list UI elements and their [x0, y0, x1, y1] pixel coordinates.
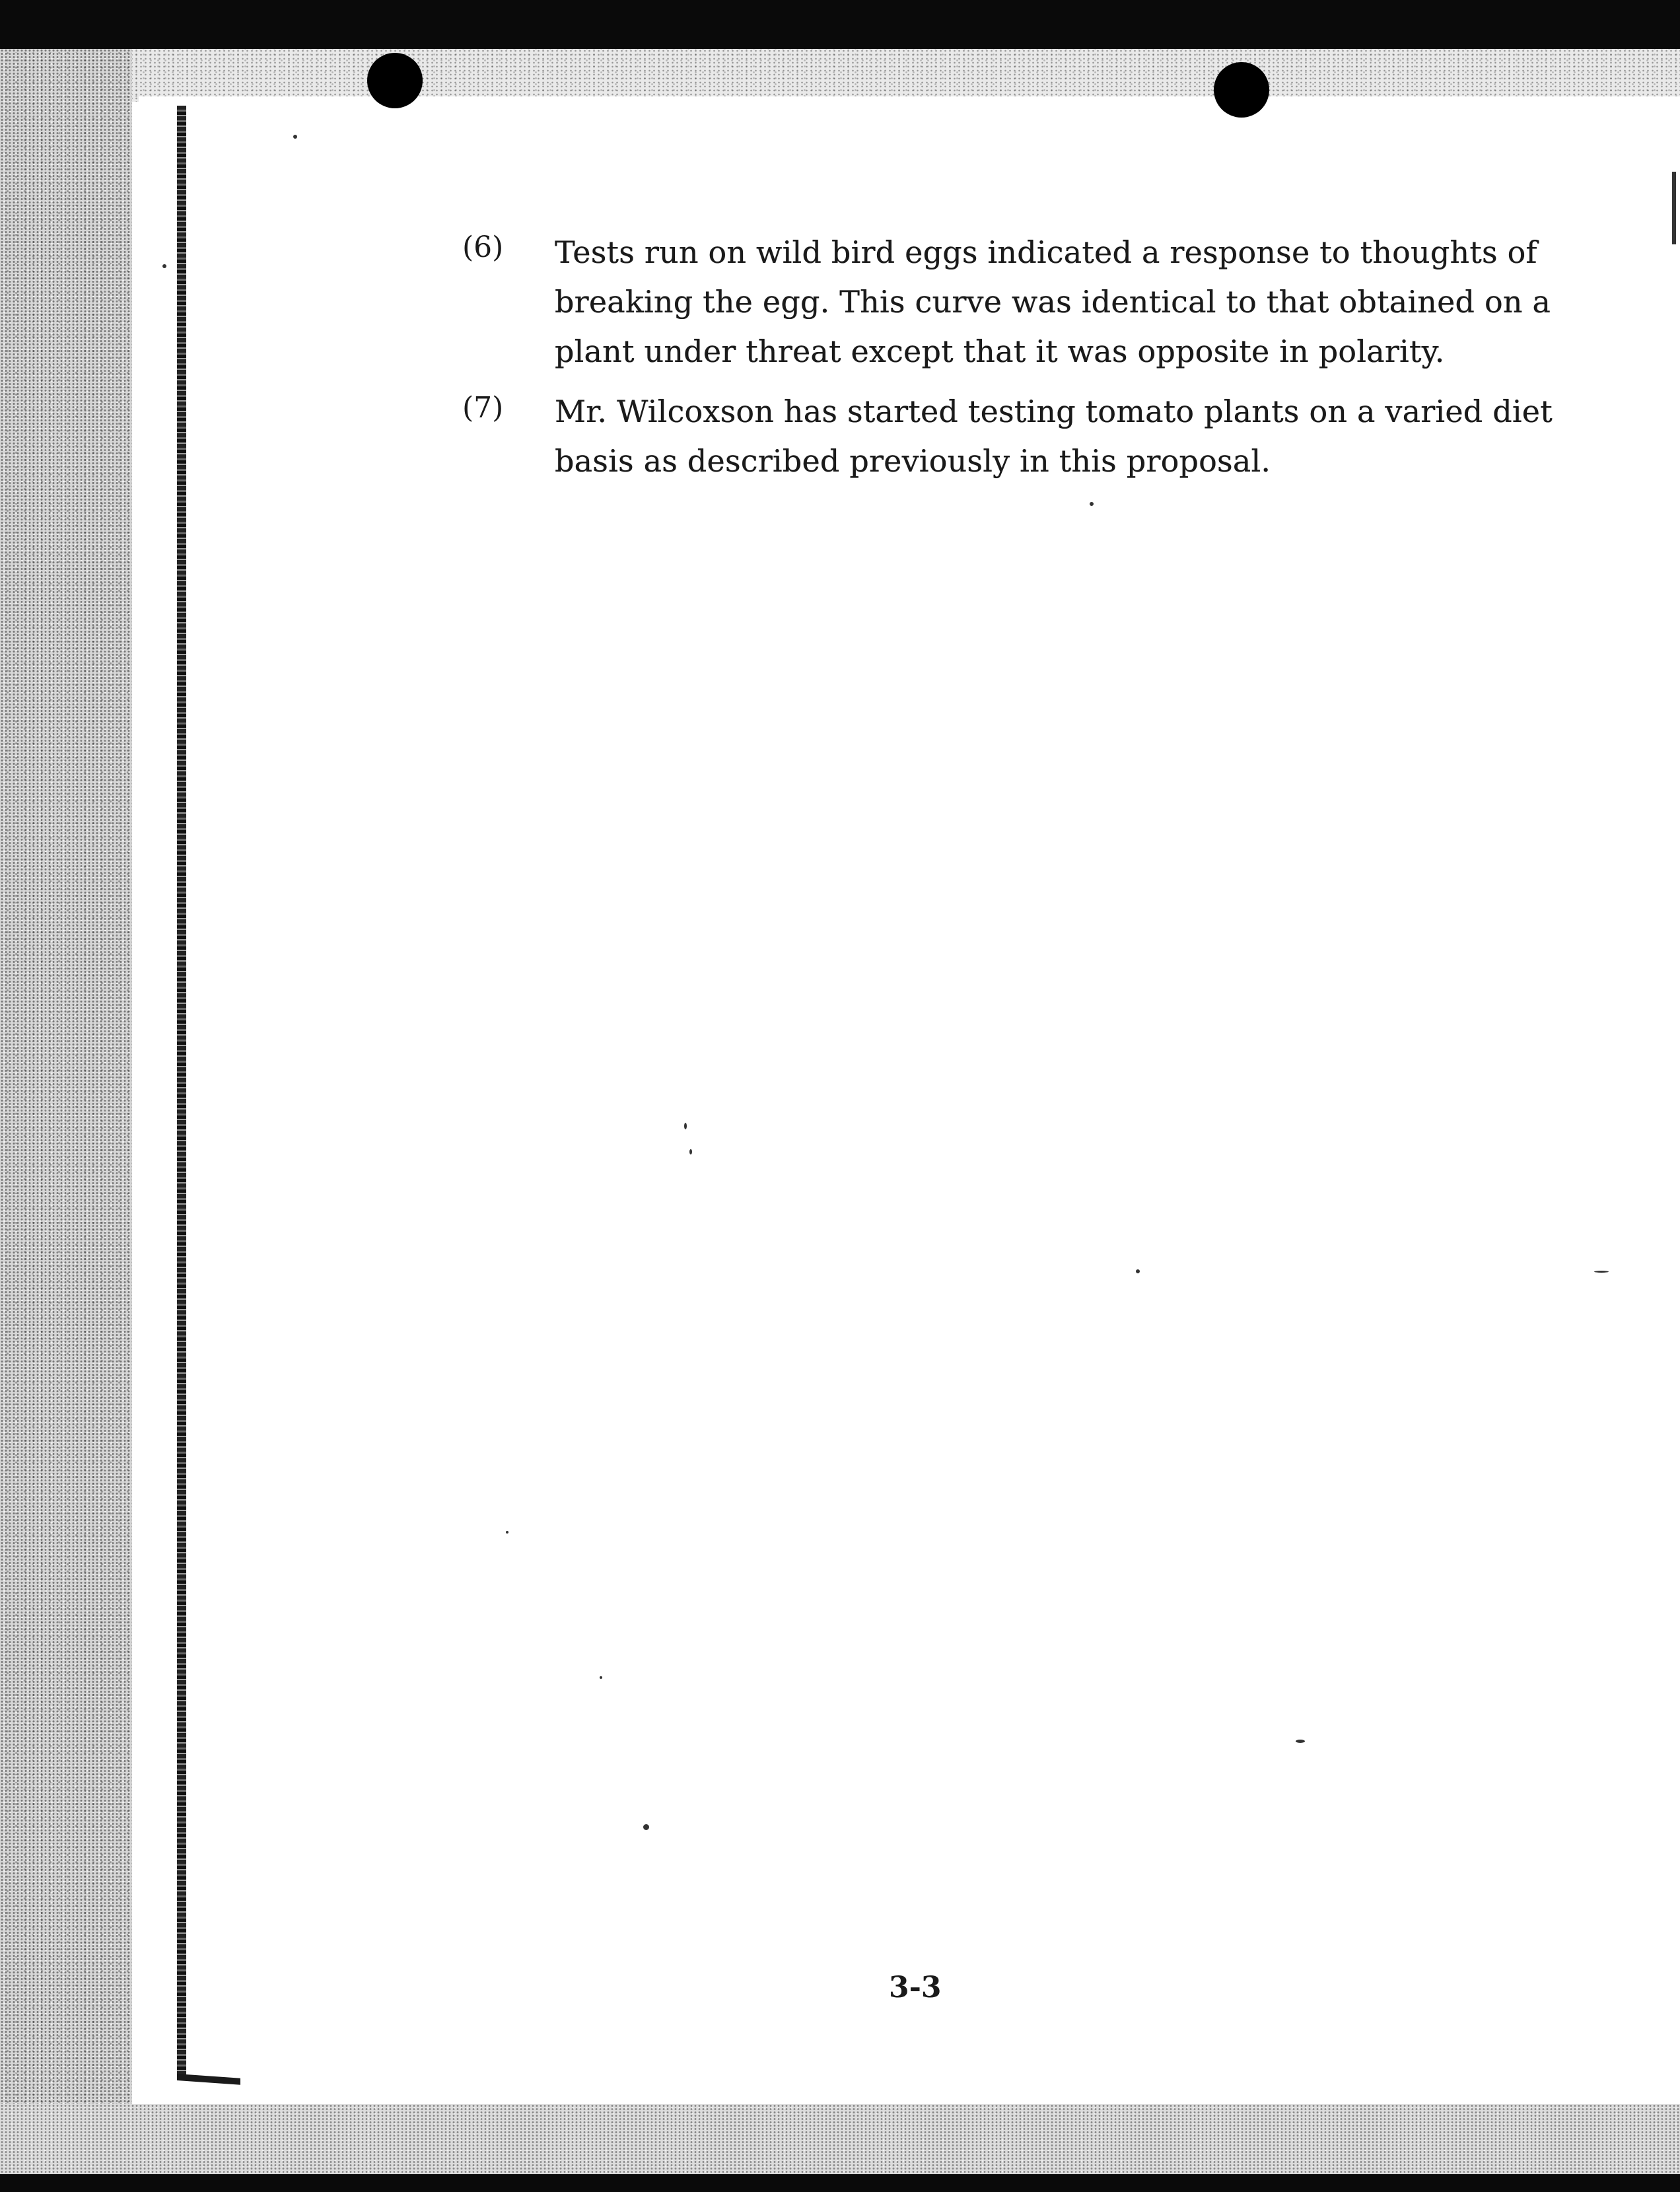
- scan-noise-top: [0, 49, 1680, 102]
- page-number: 3-3: [889, 1971, 942, 2004]
- scan-speck: [600, 1676, 602, 1679]
- scan-speck: [1090, 502, 1094, 506]
- punch-hole-right: [1214, 62, 1269, 118]
- item-number: (6): [462, 230, 504, 264]
- scan-speck: [293, 135, 297, 139]
- scan-speck: [684, 1123, 687, 1129]
- scan-speck: [1136, 1269, 1140, 1273]
- scan-border-bottom: [0, 2174, 1680, 2192]
- scan-speck: [689, 1149, 692, 1154]
- scan-noise-left: [0, 49, 132, 2174]
- punch-hole-left: [367, 53, 423, 108]
- item-text: Mr. Wilcoxson has started testing tomato plants on a varied diet basis as described previously in this proposal.: [555, 394, 1553, 479]
- scan-speck: [643, 1824, 649, 1830]
- scan-speck: [1296, 1740, 1305, 1743]
- scan-speck: [1594, 1271, 1609, 1273]
- scan-speck: [162, 264, 166, 268]
- scan-speck: [506, 1531, 508, 1534]
- item-number: (7): [462, 391, 504, 425]
- scan-border-top: [0, 0, 1680, 49]
- item-text: Tests run on wild bird eggs indicated a response to thoughts of breaking the egg. This curve was identical to that obtained on a plant under threat except that it was opposite in polarity.: [555, 234, 1551, 369]
- scan-noise-bottom: [0, 2104, 1680, 2174]
- edge-mark: [1672, 172, 1676, 244]
- binding-line: [177, 106, 186, 2080]
